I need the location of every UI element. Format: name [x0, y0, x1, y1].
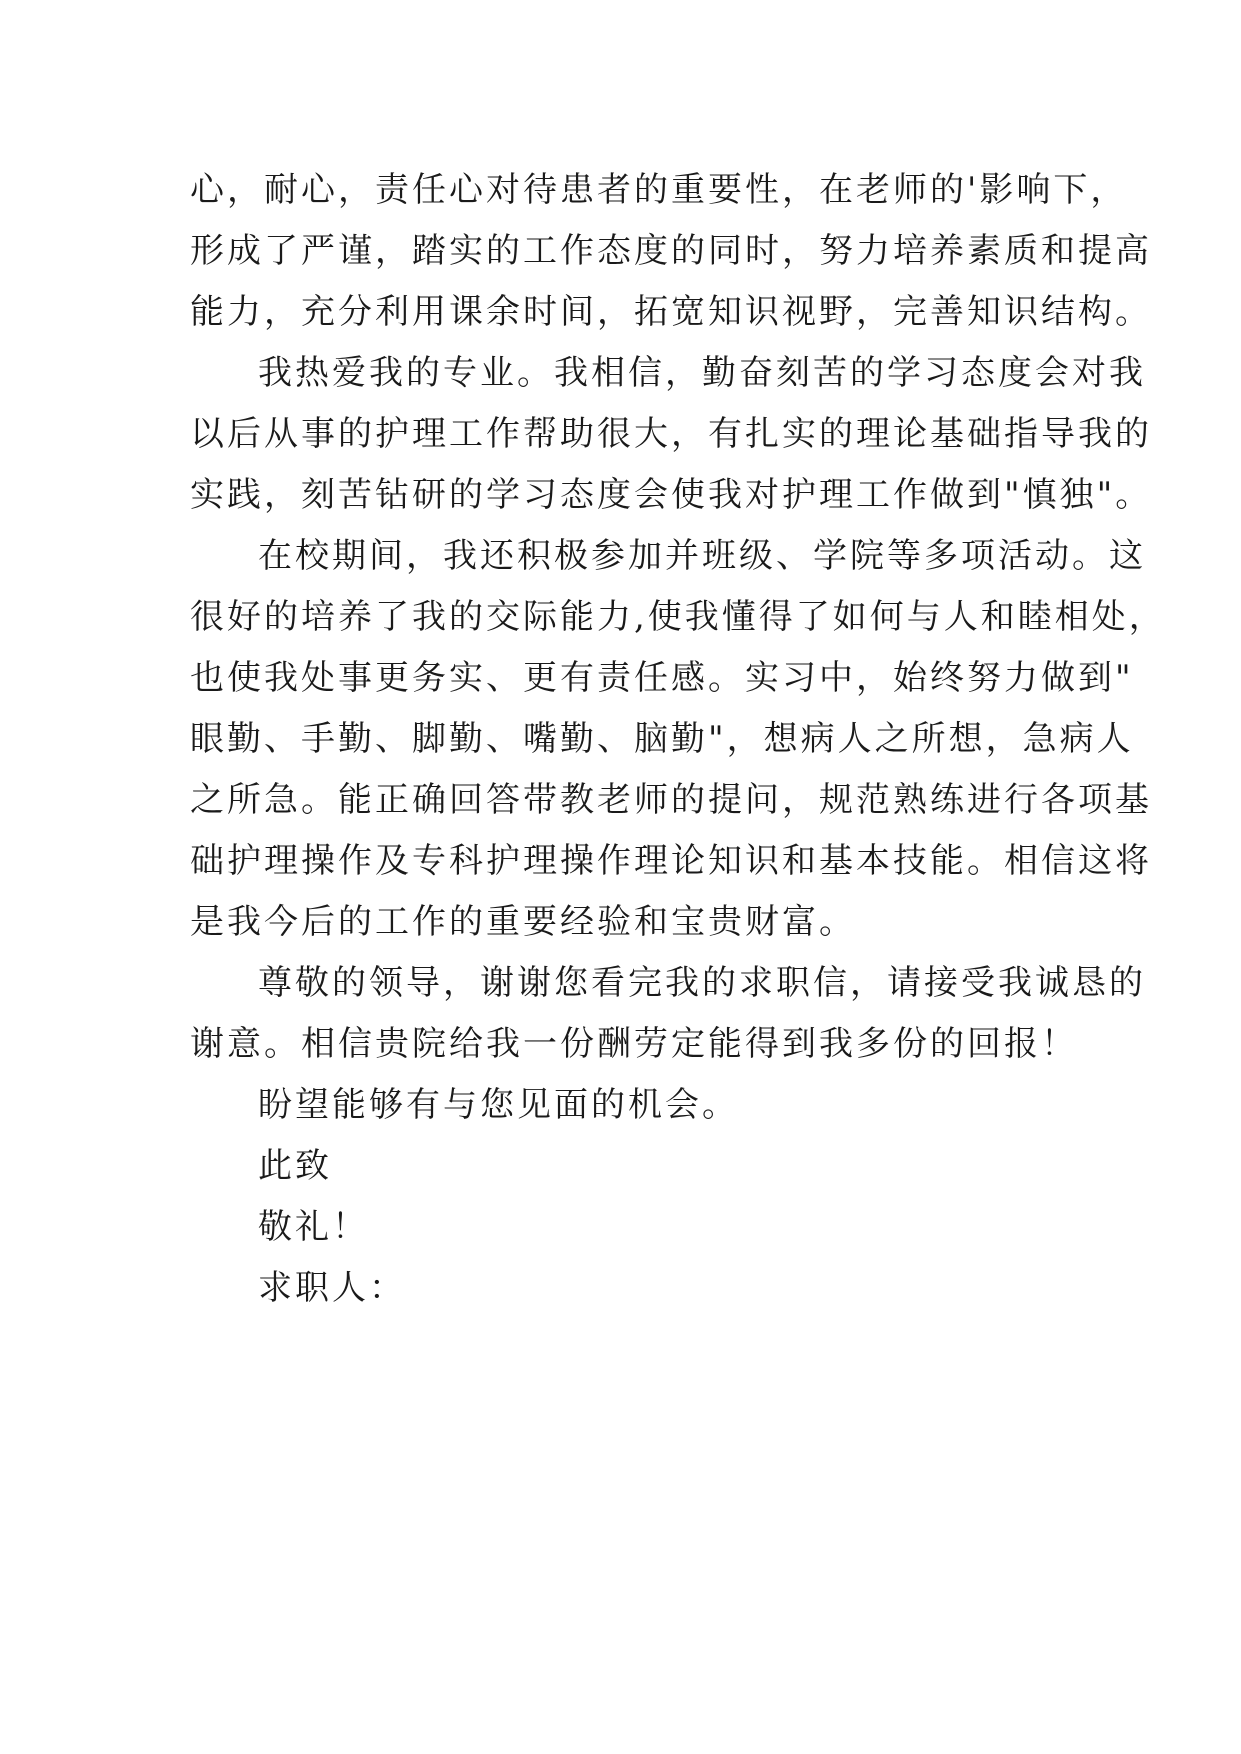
text-line: 础护理操作及专科护理操作理论知识和基本技能。相信这将 — [190, 841, 1152, 881]
text-line: 能力，充分利用课余时间，拓宽知识视野，完善知识结构。 — [190, 292, 1152, 332]
text-line: 眼勤、手勤、脚勤、嘴勤、脑勤"，想病人之所想，急病人 — [190, 719, 1134, 759]
text-line: 之所急。能正确回答带教老师的提问，规范熟练进行各项基 — [190, 780, 1152, 820]
paragraph-continuation — [190, 160, 1152, 343]
text-line: 以后从事的护理工作帮助很大，有扎实的理论基础指导我的 — [190, 414, 1152, 454]
text-line: 在校期间，我还积极参加并班级、学院等多项活动。这 — [258, 536, 1146, 576]
text-line: 我热爱我的专业。我相信，勤奋刻苦的学习态度会对我 — [258, 353, 1146, 393]
text-line: 是我今后的工作的重要经验和宝贵财富。 — [190, 902, 856, 942]
letter-body — [190, 160, 1166, 1319]
text-line: 形成了严谨，踏实的工作态度的同时，努力培养素质和提高 — [190, 231, 1152, 271]
paragraph-professional-love — [190, 343, 1153, 526]
signature-label: 求职人： — [258, 1268, 406, 1308]
text-line: 尊敬的领导，谢谢您看完我的求职信，请接受我诚恳的 — [258, 963, 1146, 1003]
paragraph-school-activities — [190, 526, 1166, 953]
salutation-ci-zhi: 此致 — [258, 1146, 332, 1186]
text-line: 很好的培养了我的交际能力,使我懂得了如何与人和睦相处， — [190, 597, 1166, 637]
closing-hope: 盼望能够有与您见面的机会。 — [258, 1085, 739, 1125]
text-line: 也使我处事更务实、更有责任感。实习中，始终努力做到" — [190, 658, 1134, 698]
text-line: 心，耐心，责任心对待患者的重要性，在老师的'影响下， — [190, 170, 1128, 210]
paragraph-thanks — [190, 953, 1146, 1075]
text-line: 实践，刻苦钻研的学习态度会使我对护理工作做到"慎独"。 — [190, 475, 1153, 515]
text-line: 谢意。相信贵院给我一份酬劳定能得到我多份的回报！ — [190, 1024, 1078, 1064]
salutation-jing-li: 敬礼！ — [258, 1207, 369, 1247]
